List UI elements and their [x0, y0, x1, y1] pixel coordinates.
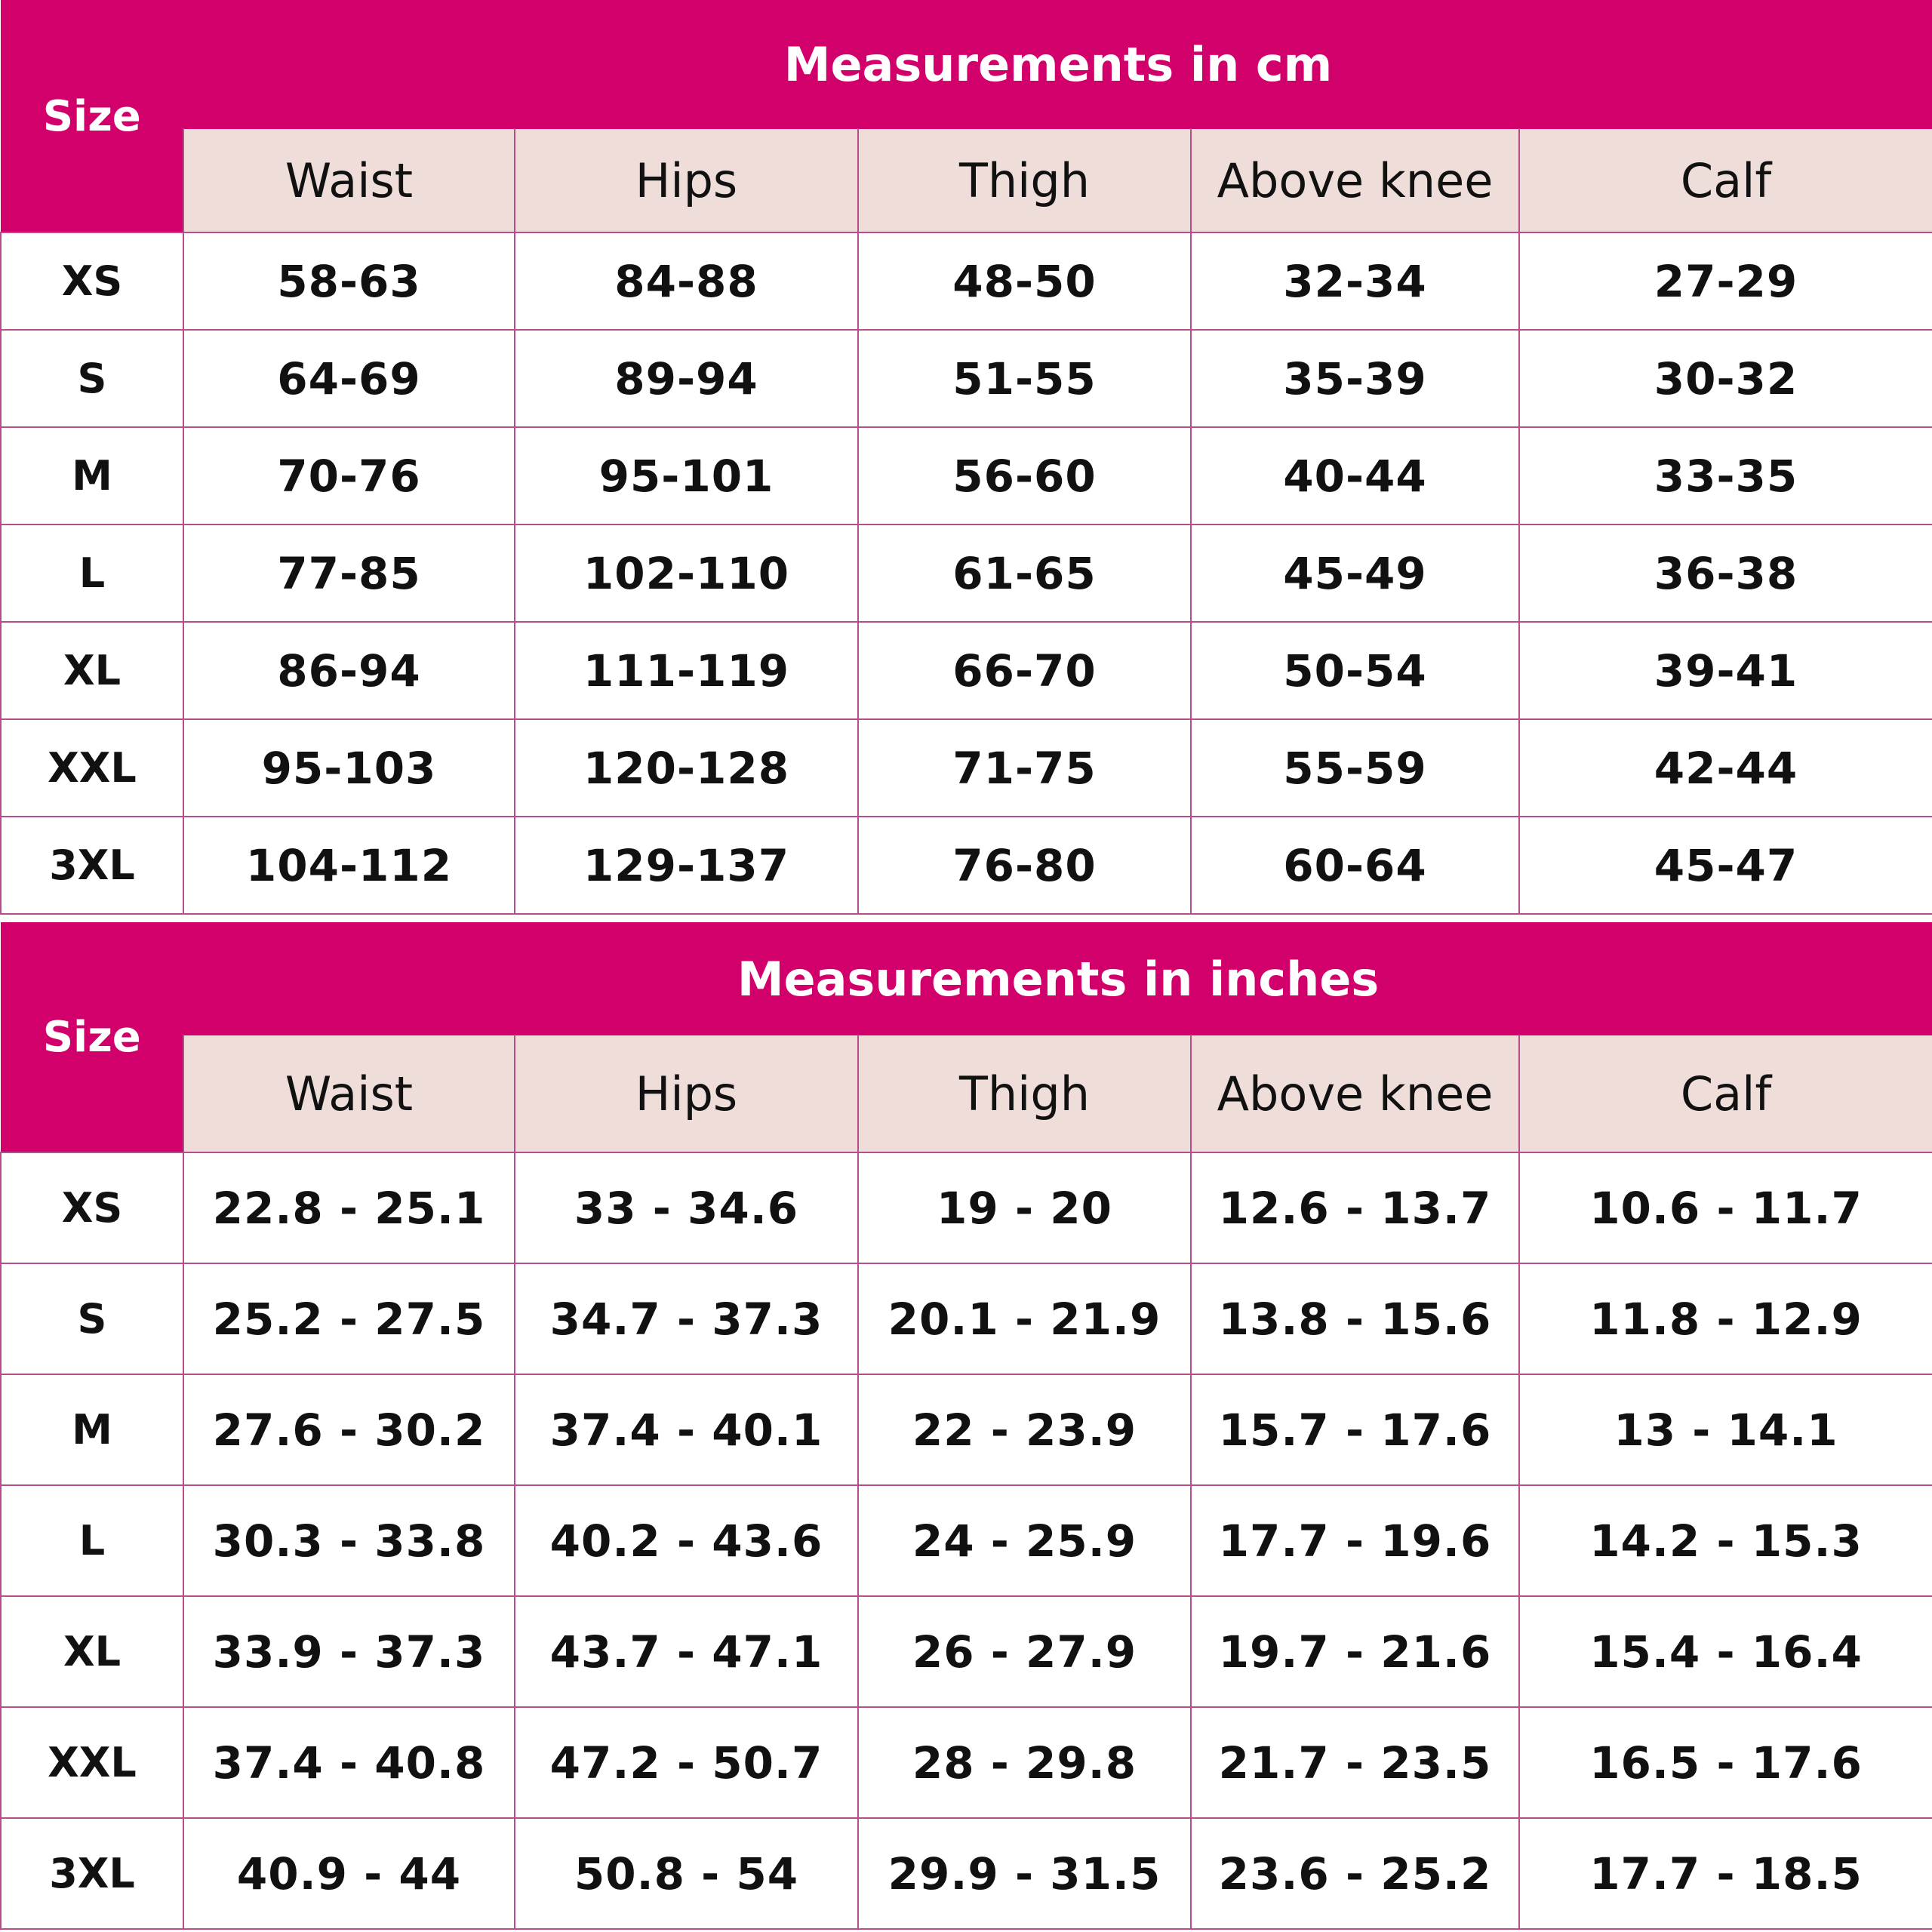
table-row [1, 1707, 1932, 1818]
size-column-header: Size [1, 1, 183, 233]
thigh-value: 71-75 [858, 719, 1191, 817]
waist-value: 30.3 - 33.8 [183, 1485, 515, 1596]
thigh-value: 26 - 27.9 [858, 1596, 1191, 1707]
column-header-row [1, 129, 1932, 233]
above-knee-value: 21.7 - 23.5 [1191, 1707, 1519, 1818]
table-row [1, 1152, 1932, 1263]
table-row [1, 719, 1932, 817]
above-knee-value: 45-49 [1191, 525, 1519, 622]
table-row [1, 1596, 1932, 1707]
calf-value: 11.8 - 12.9 [1519, 1263, 1932, 1374]
hips-value: 120-128 [515, 719, 858, 817]
hips-value: 102-110 [515, 525, 858, 622]
calf-value: 27-29 [1519, 232, 1932, 330]
thigh-value: 56-60 [858, 427, 1191, 525]
column-header-calf: Calf [1519, 129, 1932, 233]
above-knee-value: 60-64 [1191, 817, 1519, 914]
hips-value: 84-88 [515, 232, 858, 330]
size-label: XXL [1, 1707, 183, 1818]
table-title: Measurements in cm [183, 1, 1932, 129]
above-knee-value: 23.6 - 25.2 [1191, 1818, 1519, 1929]
column-header-above-knee: Above knee [1191, 129, 1519, 233]
calf-value: 33-35 [1519, 427, 1932, 525]
calf-value: 15.4 - 16.4 [1519, 1596, 1932, 1707]
table-row [1, 330, 1932, 427]
thigh-value: 22 - 23.9 [858, 1374, 1191, 1485]
thigh-value: 29.9 - 31.5 [858, 1818, 1191, 1929]
thigh-value: 51-55 [858, 330, 1191, 427]
table-row [1, 817, 1932, 914]
table-row [1, 525, 1932, 622]
thigh-value: 61-65 [858, 525, 1191, 622]
table-divider [0, 915, 1932, 922]
above-knee-value: 19.7 - 21.6 [1191, 1596, 1519, 1707]
size-column-header: Size [1, 923, 183, 1153]
table-row [1, 1485, 1932, 1596]
calf-value: 16.5 - 17.6 [1519, 1707, 1932, 1818]
above-knee-value: 32-34 [1191, 232, 1519, 330]
size-label: L [1, 1485, 183, 1596]
above-knee-value: 55-59 [1191, 719, 1519, 817]
table-row [1, 1263, 1932, 1374]
column-header-row [1, 1035, 1932, 1153]
waist-value: 86-94 [183, 622, 515, 719]
waist-value: 22.8 - 25.1 [183, 1152, 515, 1263]
calf-value: 13 - 14.1 [1519, 1374, 1932, 1485]
hips-value: 33 - 34.6 [515, 1152, 858, 1263]
waist-value: 33.9 - 37.3 [183, 1596, 515, 1707]
hips-value: 37.4 - 40.1 [515, 1374, 858, 1485]
column-header-hips: Hips [515, 129, 858, 233]
calf-value: 39-41 [1519, 622, 1932, 719]
waist-value: 25.2 - 27.5 [183, 1263, 515, 1374]
thigh-value: 76-80 [858, 817, 1191, 914]
waist-value: 37.4 - 40.8 [183, 1707, 515, 1818]
column-header-thigh: Thigh [858, 129, 1191, 233]
size-label: XS [1, 1152, 183, 1263]
calf-value: 42-44 [1519, 719, 1932, 817]
size-label: 3XL [1, 817, 183, 914]
cm-measurements-table [0, 0, 1932, 915]
calf-value: 30-32 [1519, 330, 1932, 427]
hips-value: 50.8 - 54 [515, 1818, 858, 1929]
waist-value: 104-112 [183, 817, 515, 914]
column-header-hips: Hips [515, 1035, 858, 1153]
waist-value: 27.6 - 30.2 [183, 1374, 515, 1485]
above-knee-value: 15.7 - 17.6 [1191, 1374, 1519, 1485]
hips-value: 34.7 - 37.3 [515, 1263, 858, 1374]
above-knee-value: 35-39 [1191, 330, 1519, 427]
thigh-value: 20.1 - 21.9 [858, 1263, 1191, 1374]
waist-value: 58-63 [183, 232, 515, 330]
size-label: 3XL [1, 1818, 183, 1929]
thigh-value: 24 - 25.9 [858, 1485, 1191, 1596]
thigh-value: 48-50 [858, 232, 1191, 330]
thigh-value: 66-70 [858, 622, 1191, 719]
waist-value: 64-69 [183, 330, 515, 427]
size-label: S [1, 330, 183, 427]
hips-value: 47.2 - 50.7 [515, 1707, 858, 1818]
thigh-value: 28 - 29.8 [858, 1707, 1191, 1818]
column-header-thigh: Thigh [858, 1035, 1191, 1153]
above-knee-value: 50-54 [1191, 622, 1519, 719]
table-title: Measurements in inches [183, 923, 1932, 1035]
waist-value: 70-76 [183, 427, 515, 525]
hips-value: 40.2 - 43.6 [515, 1485, 858, 1596]
table-row [1, 232, 1932, 330]
above-knee-value: 40-44 [1191, 427, 1519, 525]
hips-value: 43.7 - 47.1 [515, 1596, 858, 1707]
above-knee-value: 12.6 - 13.7 [1191, 1152, 1519, 1263]
waist-value: 40.9 - 44 [183, 1818, 515, 1929]
size-label: S [1, 1263, 183, 1374]
hips-value: 95-101 [515, 427, 858, 525]
size-label: XXL [1, 719, 183, 817]
thigh-value: 19 - 20 [858, 1152, 1191, 1263]
column-header-above-knee: Above knee [1191, 1035, 1519, 1153]
table-row [1, 427, 1932, 525]
inches-measurements-table [0, 922, 1932, 1930]
calf-value: 36-38 [1519, 525, 1932, 622]
hips-value: 129-137 [515, 817, 858, 914]
size-label: XL [1, 622, 183, 719]
hips-value: 89-94 [515, 330, 858, 427]
size-label: M [1, 1374, 183, 1485]
column-header-calf: Calf [1519, 1035, 1932, 1153]
calf-value: 10.6 - 11.7 [1519, 1152, 1932, 1263]
table-row [1, 622, 1932, 719]
size-label: XL [1, 1596, 183, 1707]
column-header-waist: Waist [183, 129, 515, 233]
column-header-waist: Waist [183, 1035, 515, 1153]
table-row [1, 1374, 1932, 1485]
above-knee-value: 17.7 - 19.6 [1191, 1485, 1519, 1596]
size-label: L [1, 525, 183, 622]
calf-value: 17.7 - 18.5 [1519, 1818, 1932, 1929]
calf-value: 45-47 [1519, 817, 1932, 914]
table-row [1, 1818, 1932, 1929]
hips-value: 111-119 [515, 622, 858, 719]
waist-value: 77-85 [183, 525, 515, 622]
size-label: M [1, 427, 183, 525]
above-knee-value: 13.8 - 15.6 [1191, 1263, 1519, 1374]
size-label: XS [1, 232, 183, 330]
calf-value: 14.2 - 15.3 [1519, 1485, 1932, 1596]
waist-value: 95-103 [183, 719, 515, 817]
